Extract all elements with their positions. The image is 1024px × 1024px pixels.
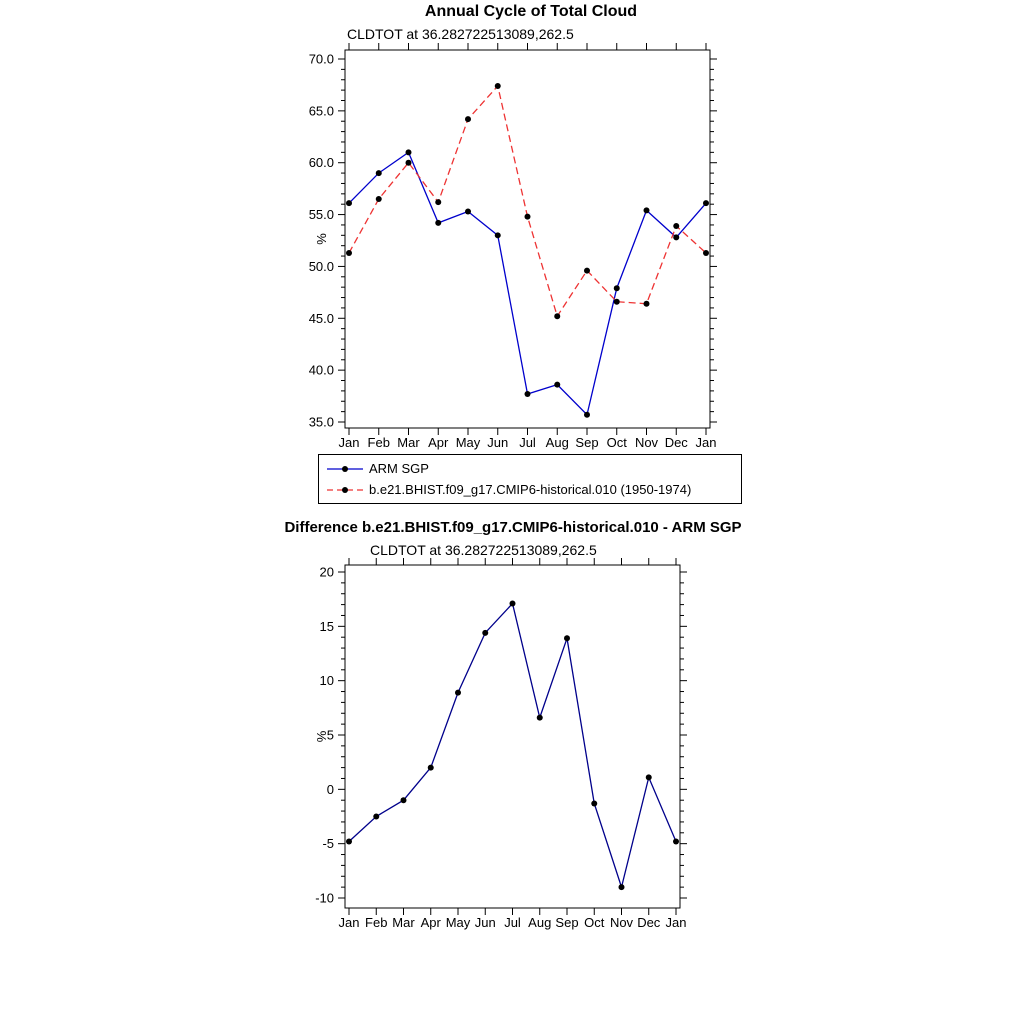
legend-label-model: b.e21.BHIST.f09_g17.CMIP6-historical.010 (1950-1974) <box>369 482 692 497</box>
svg-text:May: May <box>445 915 471 930</box>
svg-text:Mar: Mar <box>397 435 420 450</box>
svg-text:Oct: Oct <box>606 435 627 450</box>
svg-text:10: 10 <box>319 673 334 689</box>
svg-text:60.0: 60.0 <box>308 155 334 171</box>
svg-text:Apr: Apr <box>428 435 449 450</box>
svg-text:%: % <box>314 730 329 743</box>
svg-text:Jan: Jan <box>338 435 360 450</box>
chart2-subtitle: CLDTOT at 36.282722513089,262.5 <box>370 542 597 558</box>
svg-text:Jun: Jun <box>474 915 496 930</box>
svg-text:Jul: Jul <box>519 435 536 450</box>
svg-text:Sep: Sep <box>555 915 579 930</box>
svg-text:65.0: 65.0 <box>308 103 334 119</box>
svg-text:55.0: 55.0 <box>308 207 334 223</box>
svg-text:Jan: Jan <box>695 435 717 450</box>
svg-text:Feb: Feb <box>367 435 390 450</box>
svg-text:20: 20 <box>319 564 334 580</box>
svg-text:Dec: Dec <box>664 435 688 450</box>
svg-text:Nov: Nov <box>634 435 659 450</box>
svg-text:May: May <box>455 435 481 450</box>
svg-text:40.0: 40.0 <box>308 362 334 378</box>
svg-text:0: 0 <box>326 781 334 797</box>
svg-text:Sep: Sep <box>575 435 599 450</box>
svg-text:Jun: Jun <box>487 435 509 450</box>
svg-text:15: 15 <box>319 618 334 634</box>
chart1-title: Annual Cycle of Total Cloud <box>424 3 638 20</box>
svg-text:Apr: Apr <box>420 915 441 930</box>
chart1-subtitle: CLDTOT at 36.282722513089,262.5 <box>347 26 574 42</box>
annual-cycle-plot <box>309 43 717 450</box>
legend-item-model <box>319 482 741 497</box>
legend-item-arm-sgp <box>319 461 741 476</box>
svg-text:35.0: 35.0 <box>308 414 334 430</box>
legend <box>318 454 742 504</box>
svg-text:70.0: 70.0 <box>308 51 334 67</box>
svg-text:45.0: 45.0 <box>308 310 334 326</box>
svg-text:5: 5 <box>326 727 334 743</box>
svg-text:-10: -10 <box>315 890 334 906</box>
svg-text:Aug: Aug <box>545 435 569 450</box>
legend-sample-marker <box>342 487 348 493</box>
svg-text:Feb: Feb <box>365 915 388 930</box>
svg-text:Jan: Jan <box>665 915 687 930</box>
difference-plot <box>314 558 687 930</box>
svg-text:Oct: Oct <box>584 915 605 930</box>
legend-line-sample-solid-icon <box>325 463 365 475</box>
legend-sample-marker <box>342 466 348 472</box>
svg-text:-5: -5 <box>322 836 334 852</box>
svg-text:50.0: 50.0 <box>308 258 334 274</box>
chart2-title: Difference b.e21.BHIST.f09_g17.CMIP6-historical.010 - ARM SGP <box>284 519 742 536</box>
svg-text:Mar: Mar <box>392 915 415 930</box>
legend-line-sample-dashed-icon <box>325 484 365 496</box>
svg-text:Dec: Dec <box>637 915 661 930</box>
svg-text:Aug: Aug <box>528 915 552 930</box>
svg-text:Jul: Jul <box>504 915 521 930</box>
svg-text:Nov: Nov <box>609 915 634 930</box>
svg-text:%: % <box>314 233 329 245</box>
legend-label-arm-sgp: ARM SGP <box>369 461 429 476</box>
svg-text:Jan: Jan <box>338 915 360 930</box>
